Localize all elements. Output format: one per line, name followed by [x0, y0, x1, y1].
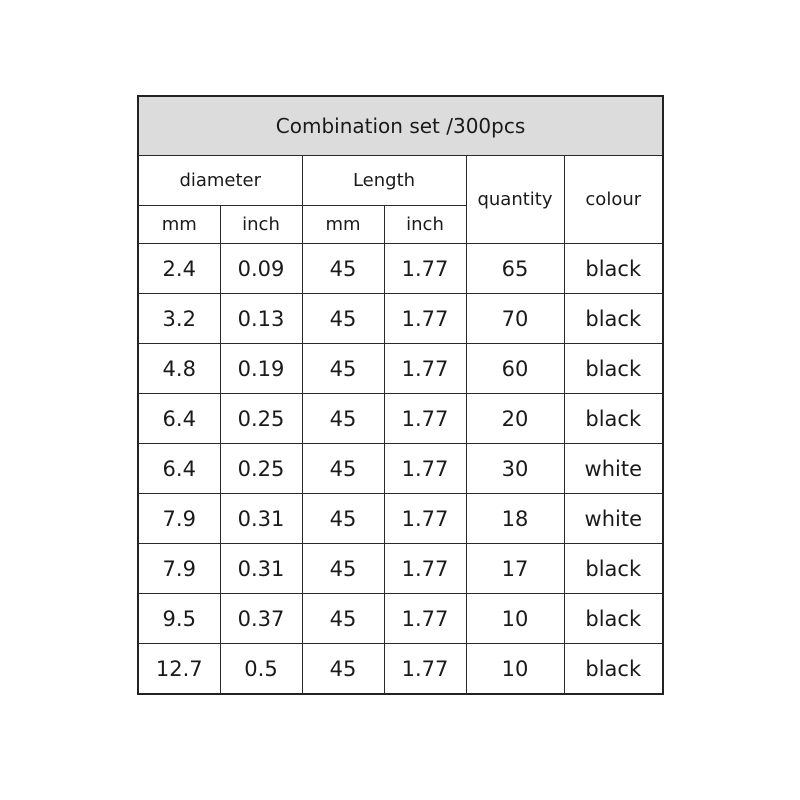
quantity-header: quantity — [466, 156, 564, 244]
diameter-inch-header: inch — [220, 206, 302, 244]
title-row — [138, 96, 663, 156]
quantity-cell: 10 — [466, 644, 564, 695]
length-mm-cell: 45 — [302, 594, 384, 644]
diameter-mm-cell: 2.4 — [138, 244, 220, 294]
diameter-inch-cell: 0.5 — [220, 644, 302, 695]
table-row — [138, 594, 663, 644]
diameter-mm-cell: 9.5 — [138, 594, 220, 644]
length-inch-cell: 1.77 — [384, 244, 466, 294]
colour-cell: white — [564, 444, 663, 494]
quantity-cell: 20 — [466, 394, 564, 444]
colour-header: colour — [564, 156, 663, 244]
length-inch-cell: 1.77 — [384, 594, 466, 644]
diameter-inch-cell: 0.13 — [220, 294, 302, 344]
length-mm-cell: 45 — [302, 494, 384, 544]
table-row — [138, 494, 663, 544]
length-mm-cell: 45 — [302, 544, 384, 594]
table-body — [138, 244, 663, 695]
table-row — [138, 344, 663, 394]
length-mm-header: mm — [302, 206, 384, 244]
colour-cell: white — [564, 494, 663, 544]
diameter-mm-cell: 7.9 — [138, 544, 220, 594]
length-inch-cell: 1.77 — [384, 294, 466, 344]
diameter-inch-cell: 0.25 — [220, 394, 302, 444]
diameter-mm-cell: 7.9 — [138, 494, 220, 544]
table-row — [138, 294, 663, 344]
diameter-inch-cell: 0.37 — [220, 594, 302, 644]
diameter-mm-cell: 4.8 — [138, 344, 220, 394]
quantity-cell: 10 — [466, 594, 564, 644]
diameter-inch-cell: 0.09 — [220, 244, 302, 294]
colour-cell: black — [564, 244, 663, 294]
length-inch-cell: 1.77 — [384, 444, 466, 494]
length-inch-cell: 1.77 — [384, 494, 466, 544]
length-mm-cell: 45 — [302, 394, 384, 444]
table-row — [138, 544, 663, 594]
colour-cell: black — [564, 344, 663, 394]
quantity-cell: 65 — [466, 244, 564, 294]
diameter-inch-cell: 0.31 — [220, 544, 302, 594]
diameter-inch-cell: 0.31 — [220, 494, 302, 544]
length-inch-cell: 1.77 — [384, 644, 466, 695]
diameter-mm-cell: 3.2 — [138, 294, 220, 344]
table-title: Combination set /300pcs — [138, 96, 663, 156]
length-mm-cell: 45 — [302, 294, 384, 344]
quantity-cell: 18 — [466, 494, 564, 544]
diameter-inch-cell: 0.25 — [220, 444, 302, 494]
length-mm-cell: 45 — [302, 644, 384, 695]
length-inch-header: inch — [384, 206, 466, 244]
table-row — [138, 444, 663, 494]
quantity-cell: 70 — [466, 294, 564, 344]
quantity-cell: 60 — [466, 344, 564, 394]
length-header: Length — [302, 156, 466, 206]
colour-cell: black — [564, 644, 663, 695]
length-mm-cell: 45 — [302, 344, 384, 394]
combination-set-table — [137, 95, 664, 695]
table-row — [138, 644, 663, 695]
length-inch-cell: 1.77 — [384, 344, 466, 394]
table-row — [138, 244, 663, 294]
colour-cell: black — [564, 394, 663, 444]
quantity-cell: 30 — [466, 444, 564, 494]
diameter-mm-cell: 6.4 — [138, 394, 220, 444]
diameter-header: diameter — [138, 156, 302, 206]
colour-cell: black — [564, 544, 663, 594]
diameter-mm-cell: 6.4 — [138, 444, 220, 494]
length-mm-cell: 45 — [302, 244, 384, 294]
group-header-row — [138, 156, 663, 206]
table-row — [138, 394, 663, 444]
diameter-mm-header: mm — [138, 206, 220, 244]
length-mm-cell: 45 — [302, 444, 384, 494]
diameter-inch-cell: 0.19 — [220, 344, 302, 394]
colour-cell: black — [564, 594, 663, 644]
length-inch-cell: 1.77 — [384, 544, 466, 594]
diameter-mm-cell: 12.7 — [138, 644, 220, 695]
quantity-cell: 17 — [466, 544, 564, 594]
colour-cell: black — [564, 294, 663, 344]
length-inch-cell: 1.77 — [384, 394, 466, 444]
